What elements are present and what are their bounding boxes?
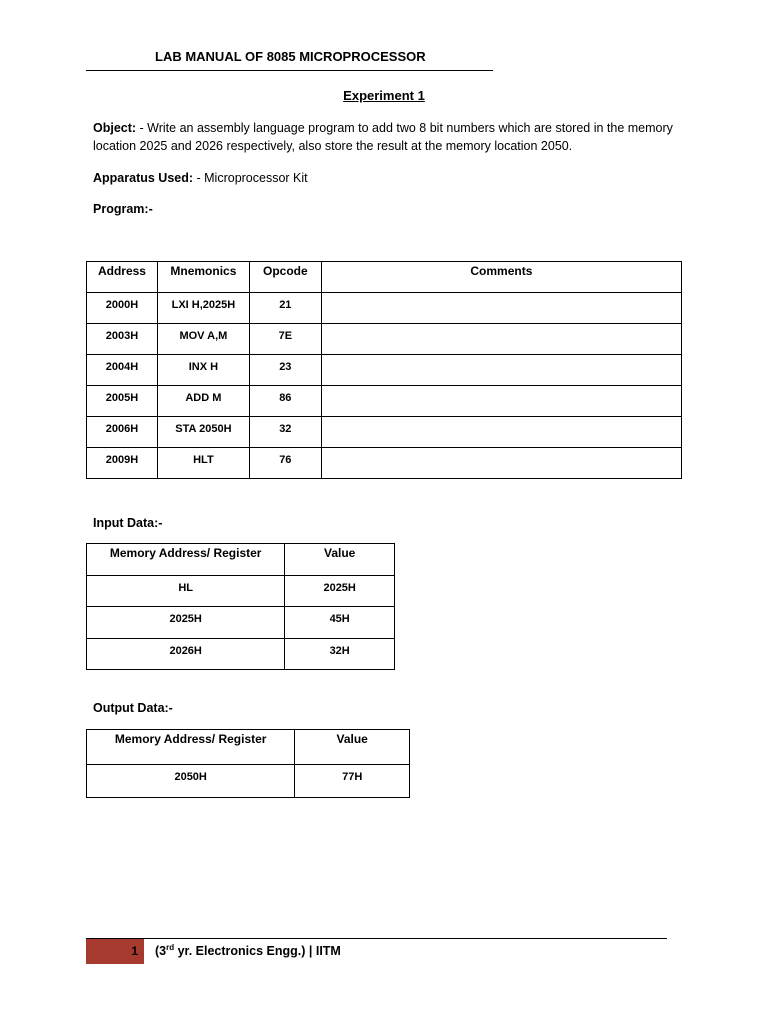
value-cell: 32H: [285, 638, 395, 670]
opcode-cell: 32: [249, 417, 321, 448]
address-cell: 2000H: [87, 293, 158, 324]
program-label: Program:-: [93, 202, 153, 216]
opcode-cell: 7E: [249, 324, 321, 355]
register-cell: HL: [87, 575, 285, 607]
footer-text-prefix: (3: [155, 944, 167, 959]
column-header-value: Value: [285, 544, 395, 576]
opcode-cell: 23: [249, 355, 321, 386]
comment-cell: [321, 417, 681, 448]
table-row: [87, 607, 395, 639]
apparatus-label: Apparatus Used:: [93, 171, 194, 185]
mnemonic-cell: LXI H,2025H: [157, 293, 249, 324]
mnemonic-cell: STA 2050H: [157, 417, 249, 448]
register-cell: 2050H: [87, 765, 295, 798]
header-rule: [86, 70, 493, 71]
value-cell: 45H: [285, 607, 395, 639]
output-table-header-row: [87, 730, 410, 765]
address-cell: 2006H: [87, 417, 158, 448]
input-data-table: [86, 543, 395, 670]
program-table-header-row: [87, 262, 682, 293]
mnemonic-cell: HLT: [157, 448, 249, 479]
mnemonic-cell: MOV A,M: [157, 324, 249, 355]
opcode-cell: 86: [249, 386, 321, 417]
register-cell: 2026H: [87, 638, 285, 670]
value-cell: 77H: [295, 765, 410, 798]
column-header-value: Value: [295, 730, 410, 765]
comment-cell: [321, 448, 681, 479]
comment-cell: [321, 386, 681, 417]
footer-text: [155, 943, 341, 958]
footer-text-sup: rd: [166, 943, 175, 952]
input-table-header-row: [87, 544, 395, 576]
column-header-mnemonics: Mnemonics: [157, 262, 249, 293]
mnemonic-cell: ADD M: [157, 386, 249, 417]
table-row: [87, 765, 410, 798]
address-cell: 2003H: [87, 324, 158, 355]
table-row: [87, 386, 682, 417]
apparatus-text: - Microprocessor Kit: [193, 171, 308, 185]
table-row: [87, 417, 682, 448]
object-text: - Write an assembly language program to add two 8 bit numbers which are stored in the memory location 2025 and 2026 respectively, also store the result at the memory location 2050.: [93, 121, 673, 153]
address-cell: 2009H: [87, 448, 158, 479]
column-header-opcode: Opcode: [249, 262, 321, 293]
output-data-table: [86, 729, 410, 798]
table-row: [87, 448, 682, 479]
table-row: [87, 638, 395, 670]
address-cell: 2004H: [87, 355, 158, 386]
value-cell: 2025H: [285, 575, 395, 607]
column-header-address: Address: [87, 262, 158, 293]
comment-cell: [321, 293, 681, 324]
table-row: [87, 293, 682, 324]
page-number: 1: [131, 944, 138, 958]
object-label: Object:: [93, 121, 137, 135]
footer-text-suffix: yr. Electronics Engg.) | IITM: [174, 944, 341, 959]
table-row: [87, 324, 682, 355]
column-header-memory-address: Memory Address/ Register: [87, 544, 285, 576]
experiment-title-text: Experiment 1: [343, 88, 425, 103]
footer-rule: [86, 938, 667, 939]
register-cell: 2025H: [87, 607, 285, 639]
table-row: [87, 575, 395, 607]
header-title: LAB MANUAL OF 8085 MICROPROCESSOR: [155, 49, 426, 64]
address-cell: 2005H: [87, 386, 158, 417]
program-table: [86, 261, 682, 479]
object-paragraph: [93, 119, 693, 155]
apparatus-paragraph: [93, 169, 693, 187]
experiment-title: [0, 88, 768, 103]
opcode-cell: 21: [249, 293, 321, 324]
comment-cell: [321, 324, 681, 355]
comment-cell: [321, 355, 681, 386]
mnemonic-cell: INX H: [157, 355, 249, 386]
input-data-label: Input Data:-: [93, 516, 163, 530]
column-header-comments: Comments: [321, 262, 681, 293]
column-header-memory-address: Memory Address/ Register: [87, 730, 295, 765]
table-row: [87, 355, 682, 386]
opcode-cell: 76: [249, 448, 321, 479]
output-data-label: Output Data:-: [93, 701, 173, 715]
